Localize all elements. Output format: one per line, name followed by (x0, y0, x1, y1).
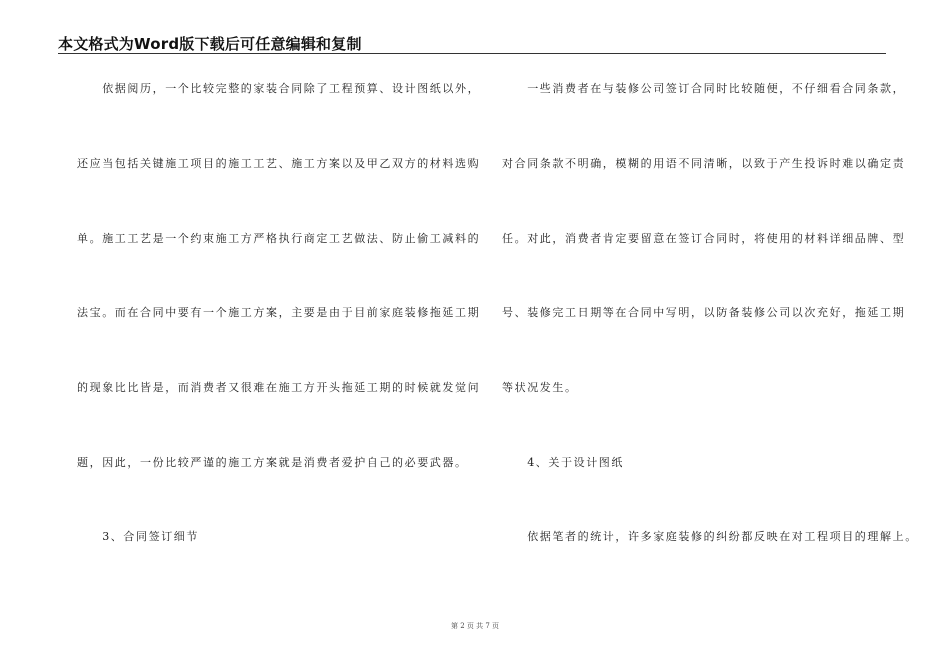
right-line-5: 等状况发生。 (502, 381, 578, 394)
right-line-1: 一些消费者在与装修公司签订合同时比较随便，不仔细看合同条款， (502, 82, 906, 95)
left-line-3: 单。施工工艺是一个约束施工方严格执行商定工艺做法、防止偷工减料的 (77, 232, 481, 245)
left-line-5: 的现象比比皆是，而消费者又很难在施工方开头拖延工期的时候就发觉问 (77, 381, 481, 394)
right-line-2: 对合同条款不明确，模糊的用语不同清晰，以致于产生投诉时难以确定责 (502, 157, 906, 170)
left-line-1: 依据阅历，一个比较完整的家装合同除了工程预算、设计图纸以外， (77, 82, 481, 95)
header-divider (58, 53, 886, 54)
right-line-7: 依据笔者的统计，许多家庭装修的纠纷都反映在对工程项目的理解上。 (502, 530, 918, 543)
right-line-3: 任。对此，消费者肯定要留意在签订合同时，将使用的材料详细品牌、型 (502, 232, 906, 245)
left-line-2: 还应当包括关键施工项目的施工工艺、施工方案以及甲乙双方的材料选购 (77, 157, 481, 170)
page-header-title: 本文格式为Word版下载后可任意编辑和复制 (58, 35, 362, 53)
left-line-6: 题，因此，一份比较严谨的施工方案就是消费者爱护自己的必要武器。 (77, 456, 468, 469)
left-line-4: 法宝。而在合同中要有一个施工方案，主要是由于目前家庭装修拖延工期 (77, 306, 481, 319)
page-number: 第 2 页 共 7 页 (450, 622, 500, 630)
right-line-4: 号、装修完工日期等在合同中写明，以防备装修公司以次充好，拖延工期 (502, 306, 906, 319)
right-section-heading-4: 4、关于设计图纸 (502, 456, 624, 469)
left-section-heading-3: 3、合同签订细节 (77, 530, 199, 543)
